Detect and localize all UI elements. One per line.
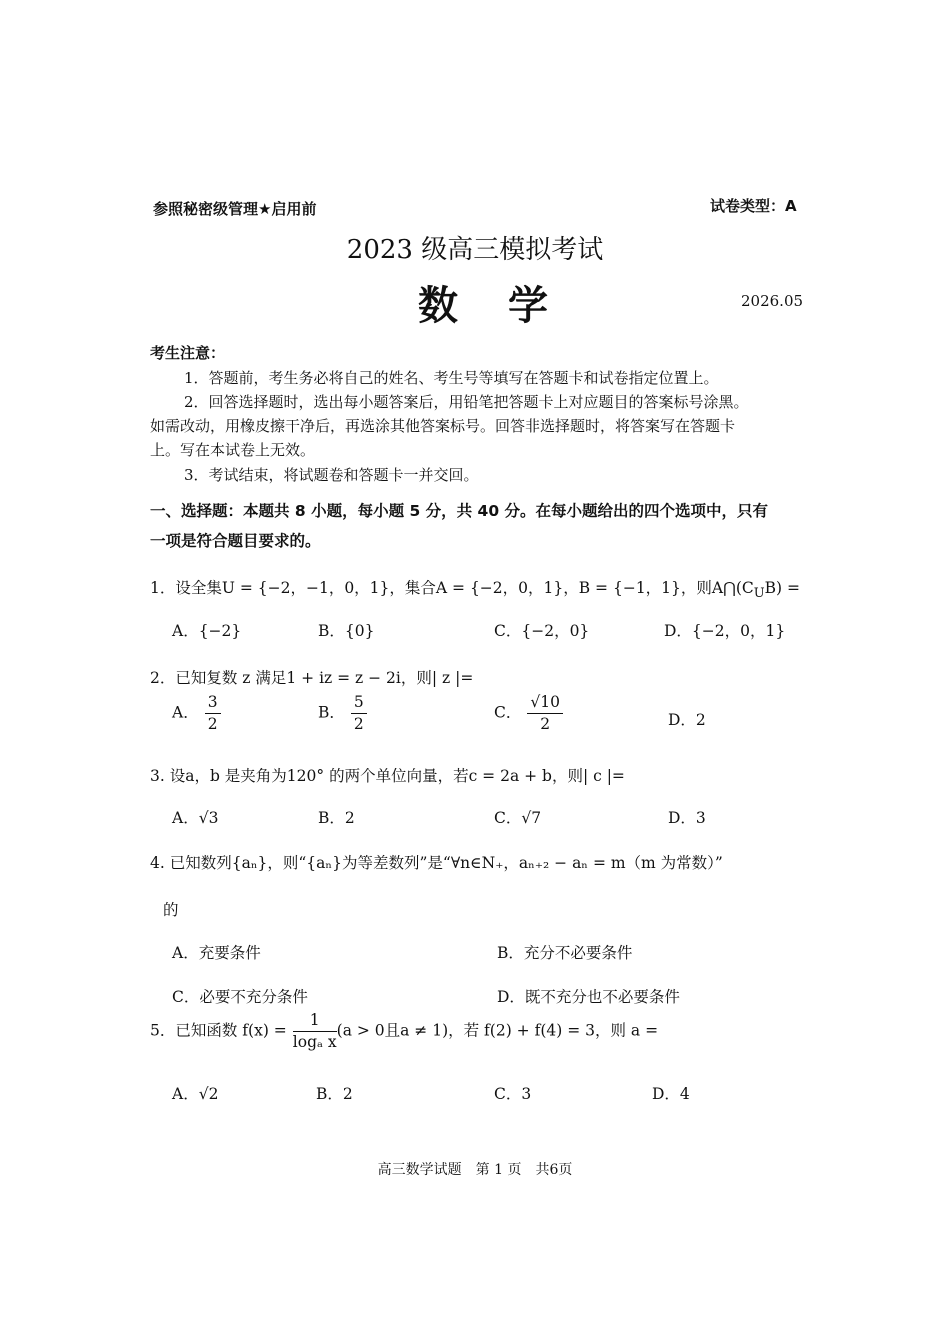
notice-item: 1．答题前，考生务必将自己的姓名、考生号等填写在答题卡和试卷指定位置上。 — [184, 369, 719, 387]
fraction-numerator: 1 — [293, 1012, 337, 1032]
q2-option-d: D．2 — [668, 711, 706, 729]
q5-option-d: D．4 — [652, 1085, 690, 1103]
notice-item: 2．回答选择题时，选出每小题答案后，用铅笔把答题卡上对应题目的答案标号涂黑。 — [184, 393, 749, 411]
subject-title: 数学 — [418, 283, 598, 329]
question-1 — [150, 576, 800, 601]
q2-option-c — [494, 694, 563, 733]
question-3: 3. 设a，b 是夹角为120° 的两个单位向量，若c = 2a + b，则| c |= — [150, 767, 625, 785]
fraction-numerator: 3 — [205, 694, 221, 714]
q5-option-a: A．√2 — [172, 1085, 219, 1103]
question-5-prefix: 5．已知函数 f(x) = — [150, 1021, 287, 1040]
question-4-cont: 的 — [163, 901, 179, 919]
q2-option-a-fraction — [205, 694, 221, 733]
page-footer: 高三数学试题 第 1 页 共6页 — [377, 1162, 573, 1178]
q3-option-d: D．3 — [668, 809, 706, 827]
fraction-numerator: 5 — [351, 694, 367, 714]
exam-date: 2026.05 — [741, 292, 804, 310]
q3-option-c: C．√7 — [494, 809, 542, 827]
q3-option-b: B．2 — [318, 809, 355, 827]
q1-option-d: D．{−2，0，1} — [664, 622, 786, 640]
notice-item: 上。写在本试卷上无效。 — [150, 441, 316, 459]
fraction-numerator: √10 — [527, 694, 563, 714]
q4-option-d: D．既不充分也不必要条件 — [497, 988, 680, 1006]
q1-option-c: C．{−2，0} — [494, 622, 590, 640]
q4-option-b: B．充分不必要条件 — [497, 944, 633, 962]
question-1-text: 1．设全集U = {−2，−1，0，1}，集合A = {−2，0，1}，B = {−1，1}，则A⋂(C — [150, 579, 754, 597]
section-heading-cont: 一项是符合题目要求的。 — [150, 532, 321, 550]
q3-option-a: A．√3 — [172, 809, 219, 827]
fraction-denominator: logₐ x — [292, 1033, 337, 1052]
notice-title: 考生注意： — [150, 344, 226, 362]
question-5-suffix: (a > 0且a ≠ 1)，若 f(2) + f(4) = 3，则 a = — [336, 1021, 659, 1040]
fraction-denominator: 2 — [207, 715, 218, 734]
q4-option-c: C．必要不充分条件 — [172, 988, 308, 1006]
question-5-fraction — [293, 1012, 337, 1051]
q5-option-c: C．3 — [494, 1085, 532, 1103]
question-1-tail: B) = — [764, 579, 800, 597]
notice-item: 如需改动，用橡皮擦干净后，再选涂其他答案标号。回答非选择题时，将答案写在答题卡 — [150, 417, 736, 435]
q1-option-b: B．{0} — [318, 622, 375, 640]
question-4: 4. 已知数列{aₙ}，则“{aₙ}为等差数列”是“∀n∈N₊，aₙ₊₂ − aₙ = m（m 为常数）” — [150, 854, 723, 872]
fraction-denominator: 2 — [353, 715, 364, 734]
q2-option-c-fraction — [527, 694, 563, 733]
q5-option-b: B．2 — [316, 1085, 353, 1103]
confidential-label: 参照秘密级管理★启用前 — [153, 200, 317, 218]
question-5 — [150, 1012, 658, 1051]
q2-option-b-label: B． — [318, 703, 345, 722]
notice-item: 3．考试结束，将试题卷和答题卡一并交回。 — [184, 466, 479, 484]
question-1-subscript: U — [753, 586, 765, 602]
q2-option-b-fraction — [351, 694, 367, 733]
question-2: 2．已知复数 z 满足1 + iz = z − 2i，则| z |= — [150, 669, 474, 687]
q2-option-b — [318, 694, 367, 733]
exam-title: 2023 级高三模拟考试 — [346, 235, 604, 265]
q2-option-c-label: C． — [494, 703, 522, 722]
section-heading: 一、选择题：本题共 8 小题，每小题 5 分，共 40 分。在每小题给出的四个选项中，只有 — [150, 502, 769, 520]
fraction-denominator: 2 — [540, 715, 551, 734]
q2-option-a — [172, 694, 221, 733]
paper-type-label: 试卷类型：A — [710, 197, 797, 215]
q1-option-a: A．{−2} — [172, 622, 242, 640]
q2-option-a-label: A． — [172, 703, 199, 722]
q4-option-a: A．充要条件 — [172, 944, 261, 962]
